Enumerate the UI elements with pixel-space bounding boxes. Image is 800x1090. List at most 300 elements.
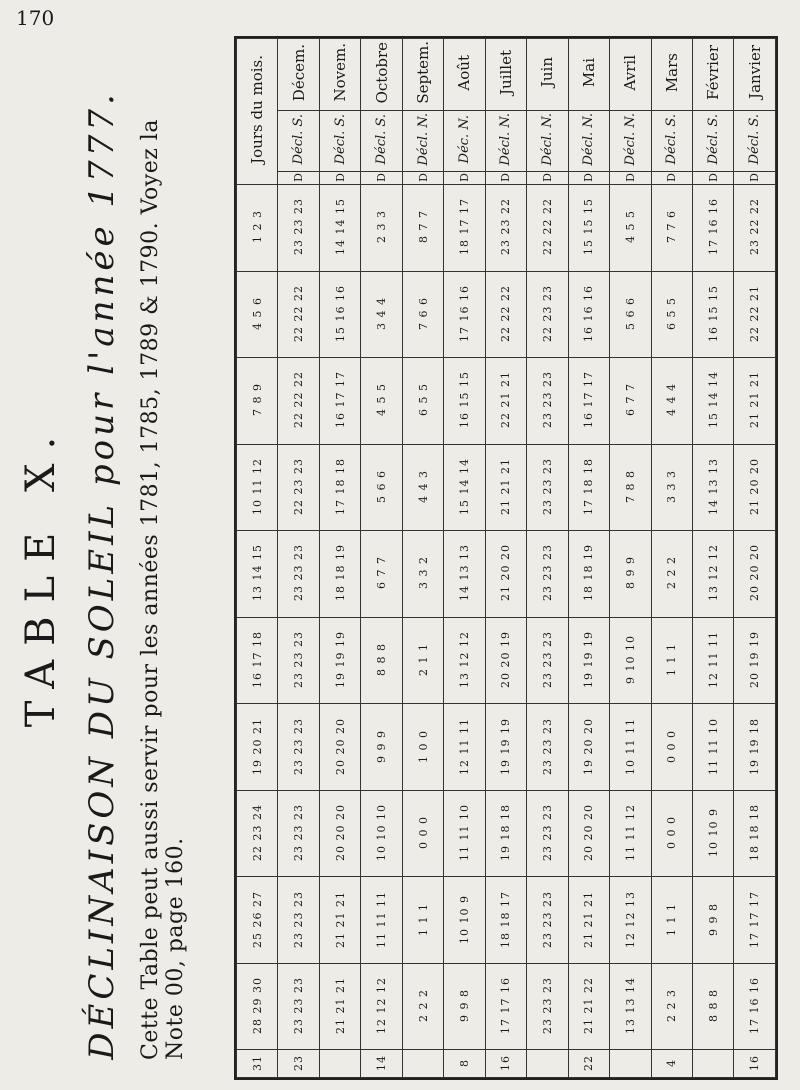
decl-cell [485,704,526,791]
decl-cell [692,790,733,877]
month-subheader [278,110,319,172]
decl-value: 14 13 13 [457,544,471,602]
declination-table [234,36,778,1080]
decl-value: 3 3 3 [665,469,679,503]
decl-cell [651,358,692,445]
month-name: Février [704,44,723,100]
month-subheader [692,110,733,172]
decl-value: 21 21 21 [333,890,347,948]
decl-value: 17 16 16 [748,977,762,1035]
decl-cell [361,963,402,1050]
decl-value: 9 10 10 [623,634,637,684]
decl-cell [651,444,692,531]
decl-cell [610,271,651,358]
decl-cell [527,531,568,618]
decl-value: 22 22 22 [540,198,554,256]
decl-cell [485,444,526,531]
page-number: 170 [16,6,55,30]
decl-cell [651,790,692,877]
decl-value: 23 23 23 [292,717,306,775]
decl-value: 1 1 1 [665,642,679,676]
decl-value: 21 21 21 [333,977,347,1035]
decl-value: 7 7 6 [665,210,679,244]
unit-text: D [623,172,637,182]
decl-value: 13 13 14 [623,977,637,1035]
header-jours-text: Jours du mois. [248,55,267,164]
decl-cell [444,358,485,445]
unit-cell [361,172,402,185]
decl-value: 23 23 23 [292,544,306,602]
decl-value: 19 19 19 [333,631,347,688]
decl-value: 21 21 21 [582,890,596,948]
day-group-cell [237,617,278,704]
decl-value: 21 20 20 [499,544,513,602]
decl-cell [361,358,402,445]
decl-cell [734,271,776,358]
unit-cell [319,172,360,185]
decl-cell [734,358,776,445]
decl-value: 19 19 18 [748,717,762,775]
unit-cell [692,172,733,185]
month-decl: Décl. N. [415,112,431,166]
decl-value: 20 20 20 [333,804,347,862]
unit-text: D [499,172,513,182]
decl-value: 22 22 21 [748,284,762,342]
decl-value: 15 14 14 [457,457,471,515]
header-jours-label [237,39,278,185]
table-row [237,444,776,531]
decl-cell [485,531,526,618]
day-group-cell [237,184,278,271]
unit-cell [734,172,776,185]
decl-value: 12 11 11 [457,717,471,775]
month-subheader [610,110,651,172]
decl-cell [692,877,733,964]
decl-cell [692,531,733,618]
decl-value: 16 16 16 [582,284,596,342]
decl-cell [734,963,776,1050]
month-name: Mai [579,57,598,87]
decl-value: 19 19 19 [582,631,596,688]
decl-cell [568,790,609,877]
month-subheader [568,110,609,172]
decl-value: 11 11 10 [706,717,720,775]
decl-value: 13 12 12 [457,631,471,688]
month-header [692,39,733,111]
decl-value: 21 20 20 [748,457,762,515]
unit-text: D [292,172,306,182]
decl-value: 2 2 3 [665,989,679,1023]
decl-value: 6 7 7 [623,383,637,417]
decl-cell [485,963,526,1050]
decl-value: 0 0 0 [416,816,430,850]
decl-value: 23 23 23 [540,457,554,515]
month-decl: Déc. N. [456,114,472,164]
decl-cell [527,704,568,791]
decl-cell [485,790,526,877]
decl-cell [568,444,609,531]
table-row [237,963,776,1050]
decl-value: 2 2 2 [416,989,430,1023]
decl-value: 22 23 23 [540,284,554,342]
unit-text: D [582,172,596,182]
decl-cell [651,704,692,791]
decl-cell [361,704,402,791]
decl-cell [278,704,319,791]
decl-value: 5 6 6 [375,469,389,503]
day-group-text: 28 29 30 [250,977,264,1035]
decl-value: 20 20 20 [333,717,347,775]
decl-cell [361,531,402,618]
month-subheader [361,110,402,172]
decl-value: 6 5 5 [665,296,679,330]
decl-value: 23 23 23 [540,804,554,862]
decl-value: 16 [748,1054,762,1071]
decl-value: 4 5 5 [623,210,637,244]
decl-cell [319,704,360,791]
decl-cell [278,184,319,271]
decl-cell [402,184,443,271]
decl-cell [361,617,402,704]
month-header [610,39,651,111]
decl-value: 9 9 8 [457,989,471,1023]
decl-cell [402,1050,443,1078]
decl-cell [568,963,609,1050]
decl-cell [319,358,360,445]
decl-cell [692,444,733,531]
decl-cell [278,963,319,1050]
decl-value: 16 15 15 [457,371,471,429]
decl-value: 16 17 17 [333,371,347,429]
decl-value: 17 17 17 [748,890,762,948]
decl-value: 4 [665,1059,679,1068]
decl-cell [444,1050,485,1078]
day-group-text: 13 14 15 [250,544,264,602]
decl-cell [527,271,568,358]
decl-cell [734,1050,776,1078]
decl-cell [734,704,776,791]
decl-value: 17 17 16 [499,977,513,1035]
month-decl: Décl. S. [664,113,680,165]
decl-cell [527,184,568,271]
decl-cell [402,704,443,791]
month-name: Novem. [331,43,350,102]
month-subheader [444,110,485,172]
decl-cell [734,877,776,964]
decl-cell [361,184,402,271]
unit-row [237,172,776,185]
decl-value: 7 8 8 [623,469,637,503]
day-group-text: 19 20 21 [250,717,264,775]
decl-cell [734,444,776,531]
decl-cell [402,444,443,531]
decl-cell [527,444,568,531]
decl-cell [568,184,609,271]
decl-cell [692,358,733,445]
decl-cell [444,184,485,271]
month-header [485,39,526,111]
month-subheader [734,110,776,172]
decl-cell [568,1050,609,1078]
decl-value: 22 [582,1054,596,1071]
decl-cell [319,444,360,531]
day-group-text: 25 26 27 [250,890,264,948]
decl-value: 10 10 9 [457,894,471,944]
declination-grid [236,38,776,1078]
decl-value: 2 2 2 [665,556,679,590]
decl-cell [319,963,360,1050]
decl-value: 19 20 20 [582,717,596,775]
header-row [237,39,776,111]
decl-value: 22 22 22 [499,284,513,342]
decl-cell [692,1050,733,1078]
unit-cell [651,172,692,185]
decl-cell [402,963,443,1050]
decl-value: 1 1 1 [665,902,679,936]
day-group-cell [237,963,278,1050]
month-name: Août [455,54,474,91]
month-subheader [485,110,526,172]
unit-cell [485,172,526,185]
decl-cell [278,877,319,964]
decl-value: 21 21 21 [748,371,762,429]
month-name: Septem. [414,41,433,104]
month-name: Décem. [289,43,308,101]
decl-value: 18 18 19 [333,544,347,602]
month-decl: Décl. S. [747,113,763,165]
month-decl: Décl. N. [498,112,514,166]
decl-cell [402,877,443,964]
table-row [237,358,776,445]
decl-value: 15 16 16 [333,284,347,342]
decl-value: 3 3 2 [416,556,430,590]
decl-cell [485,358,526,445]
decl-value: 12 12 12 [375,977,389,1035]
decl-cell [610,184,651,271]
unit-cell [444,172,485,185]
month-decl: Décl. S. [291,113,307,165]
unit-text: D [333,172,347,182]
decl-value: 3 4 4 [375,296,389,330]
subheader-row [237,110,776,172]
decl-value: 6 5 5 [416,383,430,417]
table-row [237,184,776,271]
day-group-text: 7 8 9 [250,383,264,417]
decl-cell [444,617,485,704]
decl-cell [568,271,609,358]
decl-value: 22 21 21 [499,371,513,429]
month-header [319,39,360,111]
decl-value: 18 18 17 [499,890,513,948]
decl-cell [485,184,526,271]
unit-cell [278,172,319,185]
decl-value: 19 19 19 [499,717,513,775]
day-group-cell [237,704,278,791]
decl-value: 23 23 23 [540,371,554,429]
decl-value: 12 12 13 [623,890,637,948]
month-header [568,39,609,111]
decl-value: 23 23 23 [292,804,306,862]
decl-value: 2 1 1 [416,642,430,676]
decl-cell [692,271,733,358]
decl-cell [527,877,568,964]
decl-cell [402,617,443,704]
decl-cell [444,444,485,531]
day-group-cell [237,1050,278,1078]
decl-cell [278,271,319,358]
decl-value: 23 23 23 [540,977,554,1035]
decl-cell [278,790,319,877]
month-subheader [319,110,360,172]
decl-value: 0 0 0 [665,729,679,763]
month-name: Avril [621,54,640,91]
decl-cell [361,790,402,877]
unit-text: D [748,172,762,182]
decl-value: 8 8 8 [706,989,720,1023]
unit-text: D [706,172,720,182]
decl-value: 1 0 0 [416,729,430,763]
decl-value: 14 13 13 [706,457,720,515]
decl-value: 6 7 7 [375,556,389,590]
decl-cell [444,271,485,358]
decl-cell [610,877,651,964]
day-group-text: 10 11 12 [250,457,264,515]
decl-cell [485,1050,526,1078]
month-header [278,39,319,111]
decl-cell [568,704,609,791]
month-decl: Décl. N. [539,112,555,166]
day-group-cell [237,877,278,964]
month-subheader [527,110,568,172]
decl-value: 11 11 10 [457,804,471,862]
decl-value: 23 23 23 [540,890,554,948]
day-group-cell [237,271,278,358]
decl-value: 23 23 23 [540,631,554,688]
decl-value: 1 1 1 [416,902,430,936]
unit-text: D [457,172,471,182]
decl-value: 23 22 22 [748,198,762,256]
decl-cell [319,877,360,964]
table-row [237,790,776,877]
decl-cell [610,617,651,704]
decl-value: 19 18 18 [499,804,513,862]
decl-cell [692,963,733,1050]
month-name: Juillet [496,49,515,95]
decl-value: 8 8 8 [375,642,389,676]
month-decl: Décl. S. [332,113,348,165]
month-header [734,39,776,111]
decl-cell [402,790,443,877]
decl-value: 17 16 16 [706,198,720,256]
month-header [402,39,443,111]
table-body [237,184,776,1077]
month-header [444,39,485,111]
day-group-cell [237,790,278,877]
decl-cell [444,704,485,791]
month-name: Octobre [372,41,391,104]
decl-value: 15 15 15 [582,198,596,256]
decl-value: 10 10 10 [375,804,389,862]
decl-cell [610,444,651,531]
decl-cell [568,358,609,445]
decl-value: 8 7 7 [416,210,430,244]
decl-cell [319,617,360,704]
decl-cell [444,963,485,1050]
decl-cell [692,184,733,271]
day-group-cell [237,358,278,445]
day-group-text: 1 2 3 [250,210,264,244]
decl-value: 23 23 23 [540,717,554,775]
decl-value: 17 18 18 [333,457,347,515]
table-row [237,531,776,618]
table-row [237,1050,776,1078]
decl-cell [402,271,443,358]
title-block [14,90,194,1060]
decl-value: 9 9 9 [375,729,389,763]
decl-cell [527,617,568,704]
decl-cell [568,877,609,964]
decl-cell [361,271,402,358]
decl-value: 10 10 9 [706,808,720,858]
decl-cell [402,531,443,618]
decl-value: 23 23 23 [540,544,554,602]
month-decl: Décl. N. [622,112,638,166]
month-decl: Décl. S. [705,113,721,165]
decl-cell [361,1050,402,1078]
decl-cell [402,358,443,445]
decl-cell [610,531,651,618]
decl-cell [361,877,402,964]
decl-cell [734,790,776,877]
decl-cell [444,790,485,877]
day-group-text: 31 [250,1054,264,1071]
decl-value: 17 18 18 [582,457,596,515]
table-row [237,877,776,964]
decl-value: 22 23 23 [292,457,306,515]
unit-text: D [665,172,679,182]
day-group-text: 22 23 24 [250,804,264,862]
decl-cell [692,704,733,791]
decl-value: 23 [292,1054,306,1071]
decl-value: 17 16 16 [457,284,471,342]
decl-cell [278,1050,319,1078]
decl-value: 23 23 22 [499,198,513,256]
decl-value: 23 23 23 [292,631,306,688]
unit-cell [568,172,609,185]
month-name: Juin [538,57,557,88]
decl-value: 11 11 11 [375,890,389,948]
decl-cell [651,963,692,1050]
unit-text: D [375,172,389,182]
decl-value: 20 20 19 [499,631,513,688]
unit-text: D [416,172,430,182]
decl-value: 22 22 22 [292,284,306,342]
decl-cell [610,790,651,877]
decl-value: 18 17 17 [457,198,471,256]
decl-cell [319,271,360,358]
decl-cell [485,271,526,358]
decl-cell [610,358,651,445]
month-header [651,39,692,111]
decl-value: 5 6 6 [623,296,637,330]
table-subtitle: DÉCLINAISON DU SOLEIL pour l'année 1777. [82,90,122,1060]
decl-value: 10 11 11 [623,717,637,775]
decl-cell [319,531,360,618]
decl-cell [651,531,692,618]
decl-value: 8 9 9 [623,556,637,590]
day-group-text: 16 17 18 [250,631,264,688]
decl-value: 16 17 17 [582,371,596,429]
